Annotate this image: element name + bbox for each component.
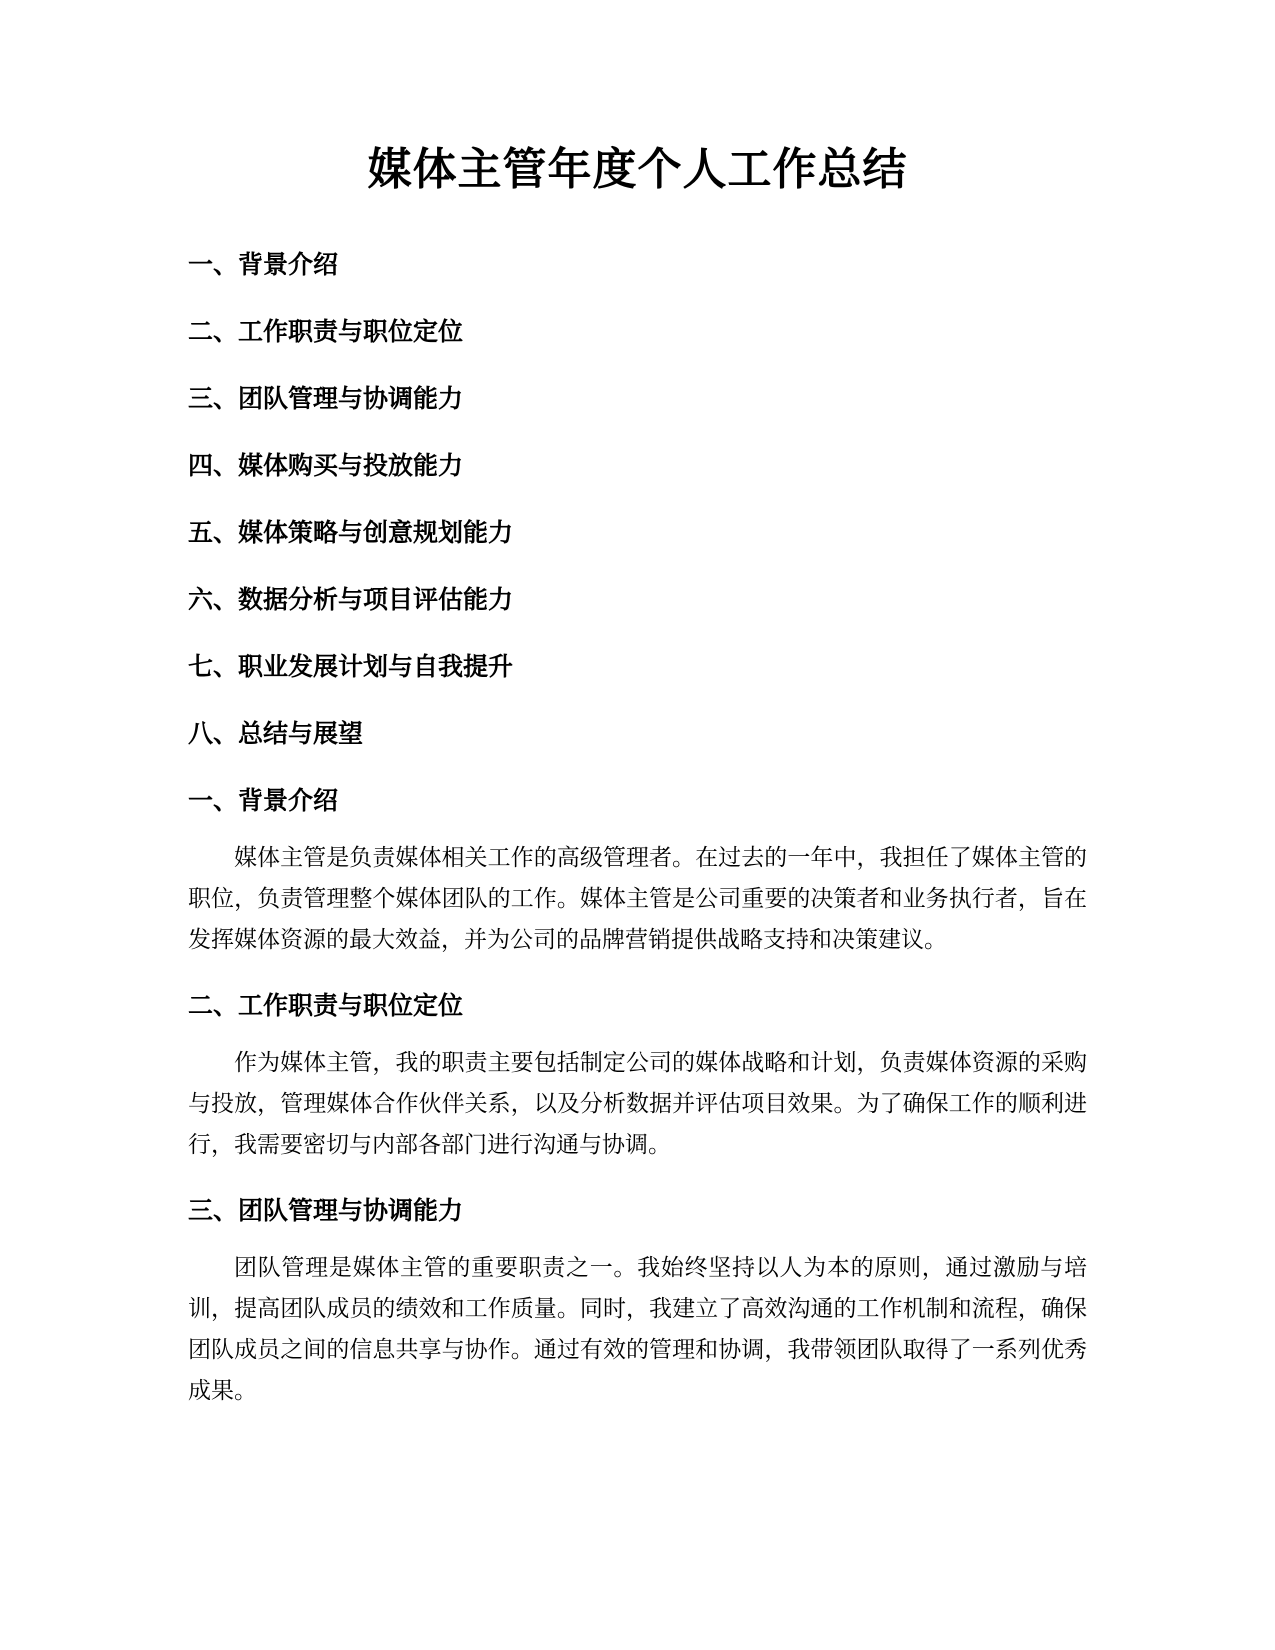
section-paragraph: 作为媒体主管，我的职责主要包括制定公司的媒体战略和计划，负责媒体资源的采购与投放，管理媒体合作伙伴关系，以及分析数据并评估项目效果。为了确保工作的顺利进行，我需要密切与内部各部门进行沟通与协调。 [188, 1050, 1087, 1158]
section-background [188, 784, 1087, 961]
document-title: 媒体主管年度个人工作总结 [367, 144, 908, 195]
section-heading: 一、背景介绍 [188, 786, 339, 815]
section-paragraph: 团队管理是媒体主管的重要职责之一。我始终坚持以人为本的原则，通过激励与培训，提高团队成员的绩效和工作质量。同时，我建立了高效沟通的工作机制和流程，确保团队成员之间的信息共享与协作。通过有效的管理和协调，我带领团队取得了一系列优秀成果。 [188, 1255, 1087, 1404]
toc-item: 八、总结与展望 [188, 719, 364, 748]
toc-item: 七、职业发展计划与自我提升 [188, 652, 514, 681]
toc-item: 三、团队管理与协调能力 [188, 384, 464, 413]
section-heading: 三、团队管理与协调能力 [188, 1196, 464, 1225]
toc-item: 五、媒体策略与创意规划能力 [188, 518, 514, 547]
toc-item: 六、数据分析与项目评估能力 [188, 585, 514, 614]
section-team-management [188, 1194, 1087, 1412]
section-paragraph: 媒体主管是负责媒体相关工作的高级管理者。在过去的一年中，我担任了媒体主管的职位，负责管理整个媒体团队的工作。媒体主管是公司重要的决策者和业务执行者，旨在发挥媒体资源的最大效益，并为公司的品牌营销提供战略支持和决策建议。 [188, 845, 1087, 953]
toc-item: 一、背景介绍 [188, 250, 339, 279]
section-heading: 二、工作职责与职位定位 [188, 991, 464, 1020]
table-of-contents [188, 248, 1087, 751]
toc-item: 二、工作职责与职位定位 [188, 317, 464, 346]
toc-item: 四、媒体购买与投放能力 [188, 451, 464, 480]
section-responsibilities [188, 989, 1087, 1166]
